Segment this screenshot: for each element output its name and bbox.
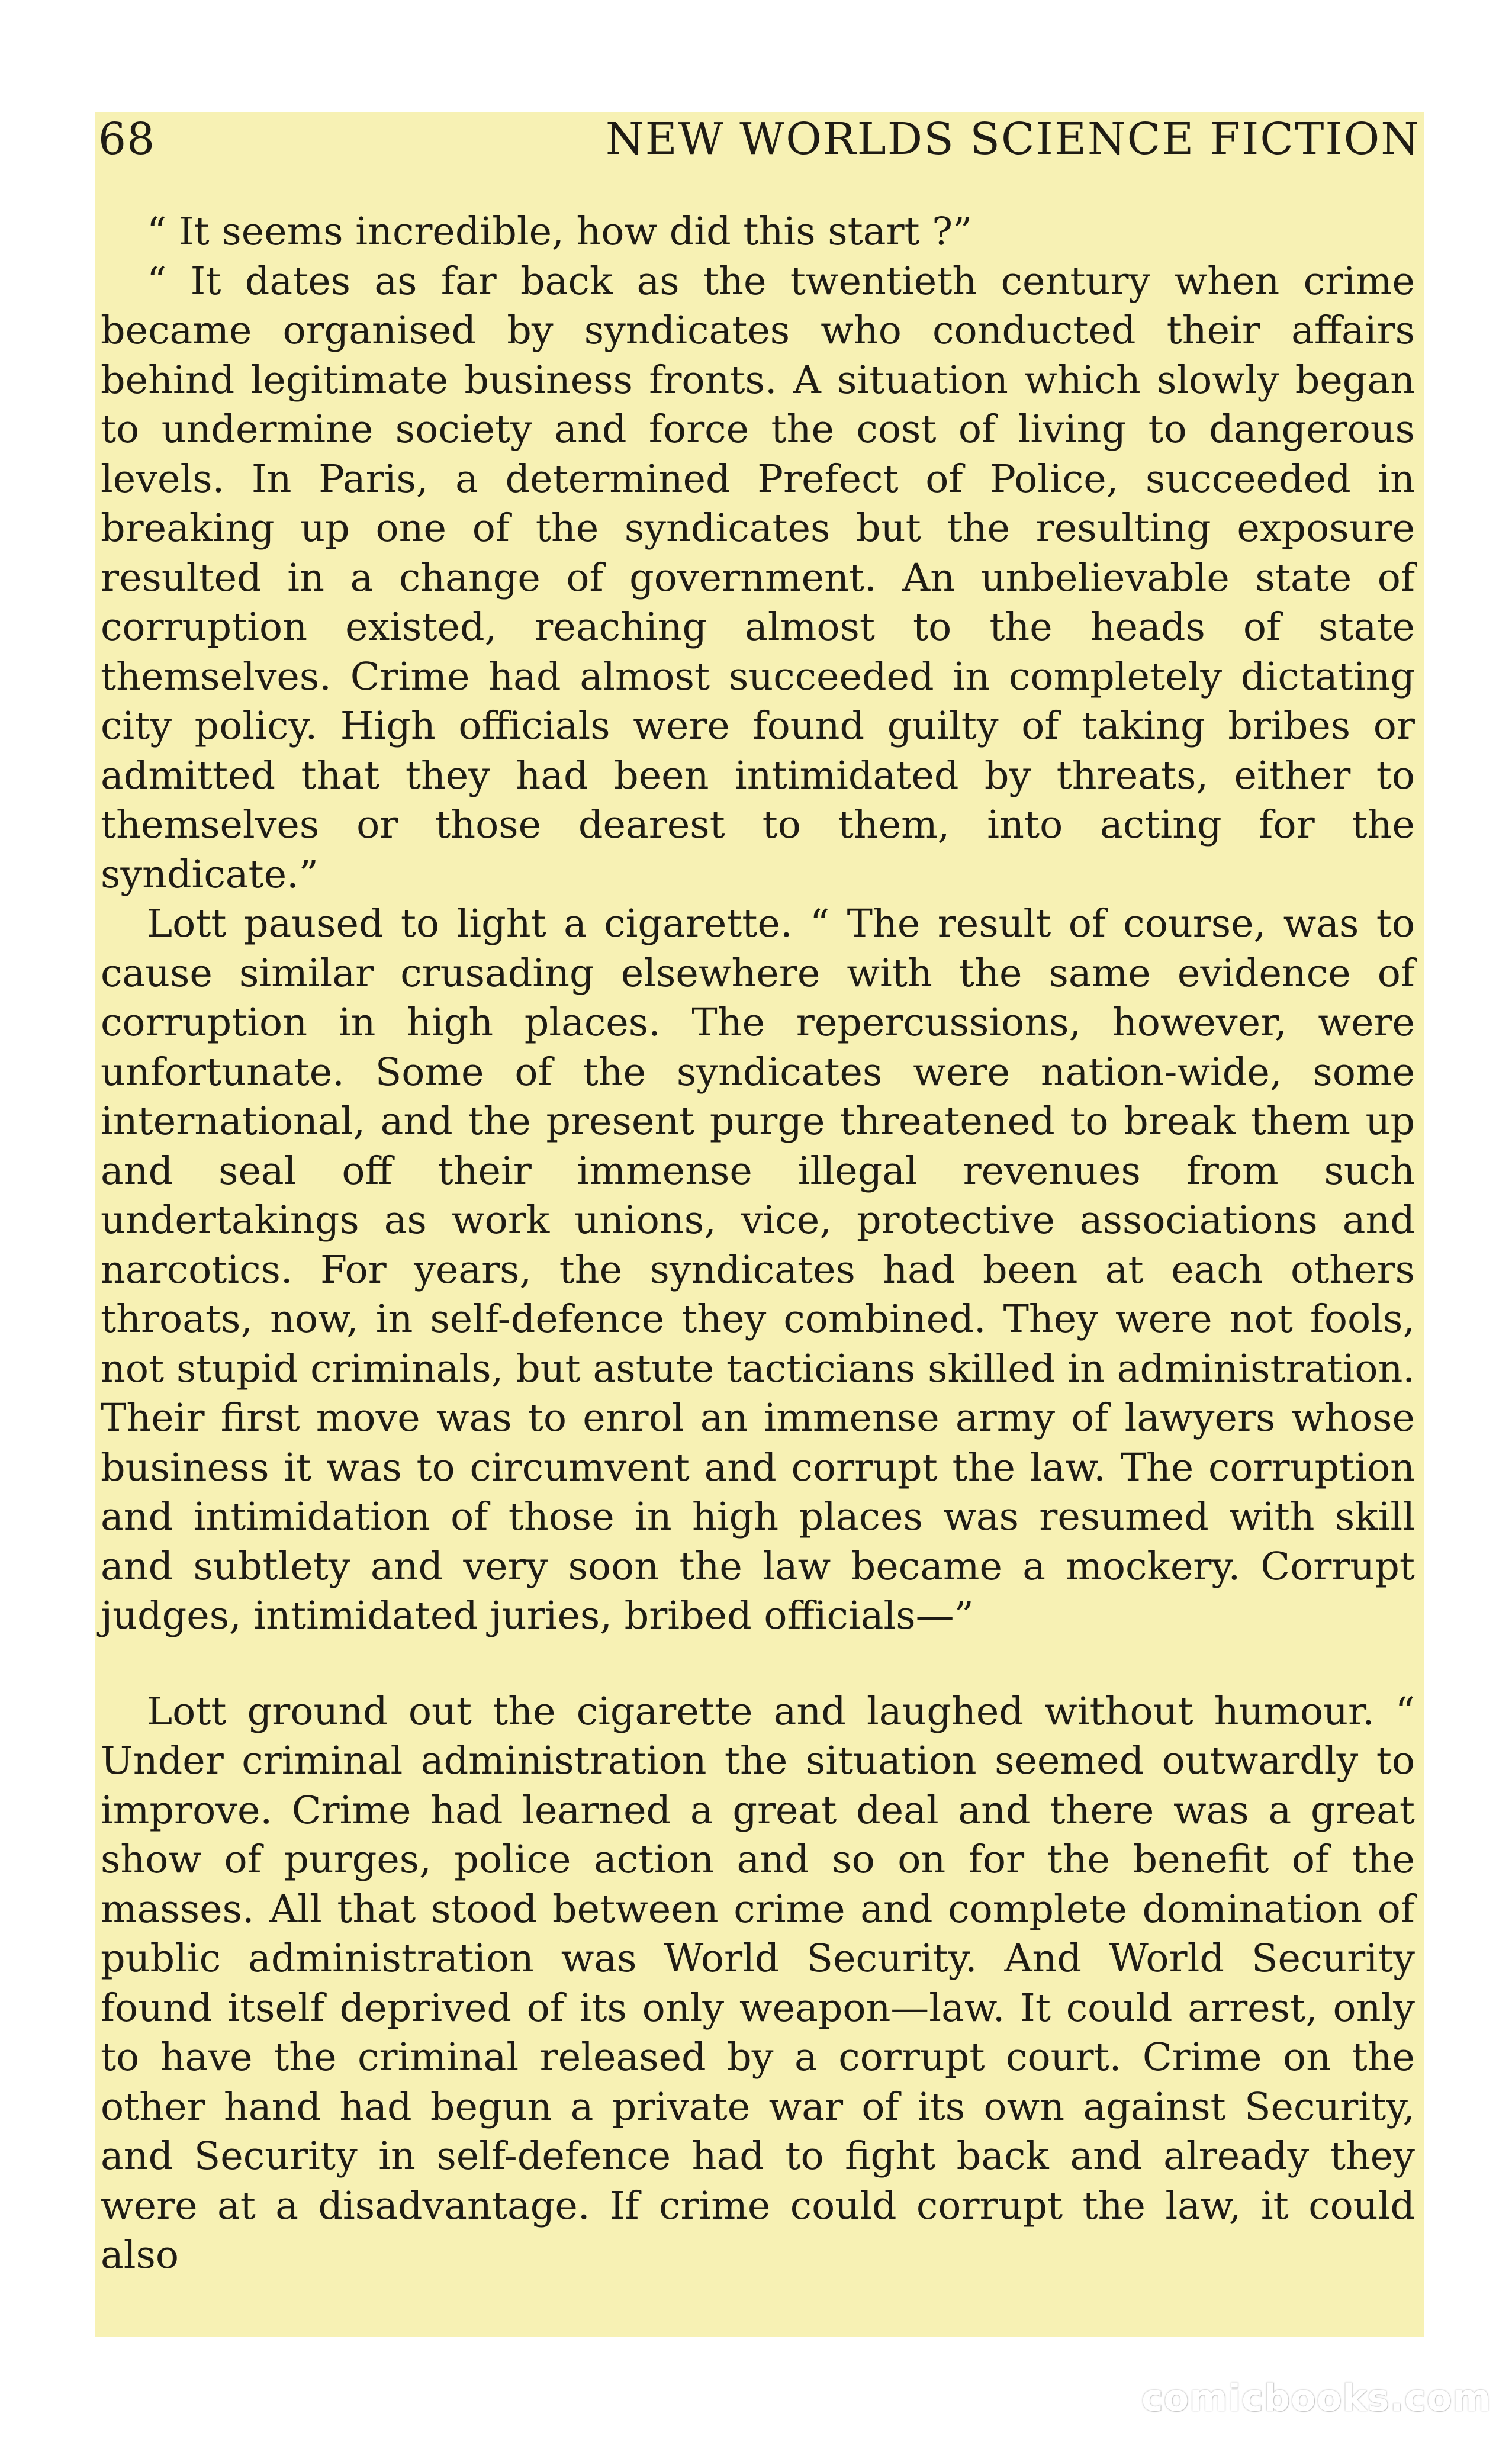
watermark: comicbooks.com [1141,2376,1491,2419]
page-header [95,112,1424,184]
paragraph-4: Lott ground out the cigarette and laughed without humour. “ Under criminal administration the situation seemed outwardly to improve. Crime had learned a great deal and there was a great show of purges, police action and so on for the benefit of the masses. All that stood between crime and complete domination of public administration was World Security. And World Security found itself deprived of its only weapon—law. It could arrest, only to have the criminal released by a corrupt court. Crime on the other hand had begun a private war of its own against Security, and Security in self-defence had to fight back and already they were at a disadvantage. If crime could corrupt the law, it could also [101,1689,1415,2277]
body-text [101,207,1415,2280]
paragraph-1: “ It seems incredible, how did this start ?” [147,210,973,254]
paragraph-3: Lott paused to light a cigarette. “ The result of course, was to cause similar crusading elsewhere with the same evidence of corruption in high places. The repercussions, however, were unfortunate. Some of the syndicates were nation-wide, some international, and the present purge threatened to break them up and seal off their immense illegal revenues from such undertakings as work unions, vice, protective associations and narcotics. For years, the syndicates had been at each others throats, now, in self-defence they combined. They were not fools, not stupid criminals, but astute tacticians skilled in administration. Their first move was to enrol an immense army of lawyers whose business it was to circumvent and corrupt the law. The corruption and intimidation of those in high places was resumed with skill and subtlety and very soon the law became a mockery. Corrupt judges, intimidated juries, bribed officials—” [101,902,1415,1638]
running-title: NEW WORLDS SCIENCE FICTION [605,114,1420,165]
paragraph-2: “ It dates as far back as the twentieth century when crime became organised by syndicates who conducted their affairs behind legitimate business fronts. A situation which slowly began to undermine society and force the cost of living to dangerous levels. In Paris, a determined Prefect of Police, succeeded in breaking up one of the syndicates but the resulting exposure resulted in a change of government. An unbelievable state of corruption existed, reaching almost to the heads of state themselves. Crime had almost succeeded in completely dictating city policy. High officials were found guilty of taking bribes or admitted that they had been intimidated by threats, either to themselves or those dearest to them, into acting for the syndicate.” [101,259,1415,897]
page-number: 68 [98,114,156,165]
